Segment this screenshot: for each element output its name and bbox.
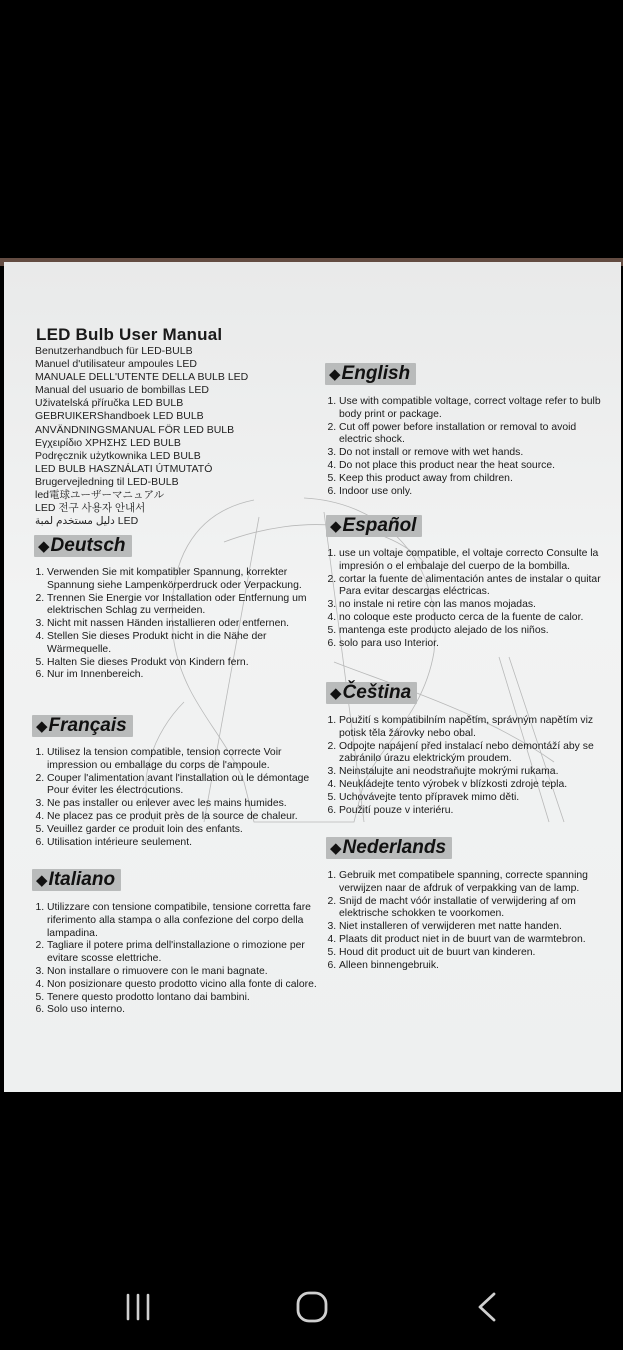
list-item: 6. Použití pouze v interiéru.: [339, 805, 621, 818]
list-item: 5. Tenere questo prodotto lontano dai bambini.: [47, 992, 329, 1005]
list-item: 6. solo para uso Interior.: [339, 638, 621, 651]
list-item: 5. Houd dit product uit de buurt van kinderen.: [339, 947, 621, 960]
list-item: 1. Utilizzare con tensione compatibile, tensione corretta fare riferimento alla stampa o alla confezione del corpo della lampadina.: [47, 902, 329, 940]
subtitle-de: Benutzerhandbuch für LED-BULB: [35, 345, 193, 357]
heading-espanol-label: Español: [342, 515, 417, 536]
list-item: 6. Indoor use only.: [339, 486, 604, 499]
list-item: 6. Nur im Innenbereich.: [47, 669, 327, 682]
list-espanol: [323, 548, 621, 650]
heading-deutsch-label: Deutsch: [50, 535, 126, 556]
home-icon[interactable]: [294, 1289, 330, 1325]
heading-english-label: English: [341, 363, 411, 384]
diamond-icon: ◆: [330, 840, 342, 857]
list-item: 4. no coloque este producto cerca de la fuente de calor.: [339, 612, 621, 625]
list-item: 4. Plaats dit product niet in de buurt van de warmtebron.: [339, 934, 621, 947]
list-english: [323, 396, 604, 498]
list-item: 4. Neukládejte tento výrobek v blízkosti zdroje tepla.: [339, 779, 621, 792]
subtitle-nl: GEBRUIKERShandboek LED BULB: [35, 410, 204, 423]
list-item: 5. Halten Sie dieses Produkt von Kindern fern.: [47, 657, 327, 670]
subtitle-ja: led電球ユーザーマニュアル: [35, 489, 165, 502]
manual-page: [4, 262, 621, 1092]
list-item: 1. use un voltaje compatible, el voltaje correcto Consulte la impresión o el embalaje del cuerpo de la bombilla.: [339, 548, 621, 574]
list-item: 1. Gebruik met compatibele spanning, correcte spanning verwijzen naar de afdruk of verpakking van de lamp.: [339, 870, 621, 896]
heading-francais-label: Français: [48, 715, 127, 736]
subtitle-el: Εγχειρίδιο ΧΡΗΣΗΣ LED BULB: [35, 436, 181, 449]
subtitle-cs: Uživatelská příručka LED BULB: [35, 397, 184, 410]
subtitle-pl: Podręcznik użytkownika LED BULB: [35, 449, 201, 462]
manual-subtitles: [35, 345, 305, 528]
diamond-icon: ◆: [329, 366, 341, 383]
heading-deutsch: [34, 535, 132, 557]
list-item: 2. Odpojte napájení před instalací nebo demontáží aby se zabránilo úrazu elektrickým proudem.: [339, 741, 621, 767]
subtitle-hu: LED BULB HASZNÁLATI ÚTMUTATÓ: [35, 462, 213, 475]
list-francais: [31, 747, 332, 849]
heading-espanol: [326, 515, 422, 537]
list-item: 3. Niet installeren of verwijderen met natte handen.: [339, 921, 621, 934]
list-item: 3. Neinstalujte ani neodstraňujte mokrými rukama.: [339, 766, 621, 779]
heading-nederlands: [326, 837, 452, 859]
list-item: 1. Použití s kompatibilním napětím, správným napětím viz potisk těla žárovky nebo obal.: [339, 715, 621, 741]
list-cestina: [323, 715, 621, 817]
recent-apps-icon[interactable]: [122, 1291, 154, 1323]
list-item: 5. Veuillez garder ce produit loin des enfants.: [47, 824, 332, 837]
heading-nederlands-label: Nederlands: [342, 837, 447, 858]
subtitle-es: Manual del usuario de bombillas LED: [35, 384, 209, 397]
list-item: 6. Alleen binnengebruik.: [339, 960, 621, 973]
subtitle-da: Brugervejledning til LED-BULB: [35, 475, 179, 488]
list-item: 4. Non posizionare questo prodotto vicino alla fonte di calore.: [47, 979, 329, 992]
list-item: 3. Ne pas installer ou enlever avec les mains humides.: [47, 798, 332, 811]
subtitle-it: MANUALE DELL'UTENTE DELLA BULB LED: [35, 371, 249, 384]
list-item: 5. mantenga este producto alejado de los niños.: [339, 625, 621, 638]
list-item: 4. Ne placez pas ce produit près de la source de chaleur.: [47, 811, 332, 824]
list-item: 5. Keep this product away from children.: [339, 473, 604, 486]
list-item: 5. Uchovávejte tento přípravek mimo děti.: [339, 792, 621, 805]
heading-italiano-label: Italiano: [48, 869, 116, 890]
heading-cestina-label: Čeština: [342, 682, 412, 703]
diamond-icon: ◆: [38, 538, 50, 555]
list-item: 1. Verwenden Sie mit kompatibler Spannung, korrekter Spannung siehe Lampenkörperdruck oder Verpackung.: [47, 567, 327, 593]
list-item: 4. Do not place this product near the heat source.: [339, 460, 604, 473]
list-item: 3. Non installare o rimuovere con le mani bagnate.: [47, 966, 329, 979]
list-item: 6. Solo uso interno.: [47, 1004, 329, 1017]
list-item: 2. Couper l'alimentation avant l'installation ou le démontage Pour éviter les électrocutions.: [47, 773, 332, 799]
list-item: 2. Snijd de macht vóór installatie of verwijdering af om elektrische schokken te voorkomen.: [339, 896, 621, 922]
subtitle-ar: دليل مستخدم لمبة LED: [35, 515, 139, 528]
list-item: 2. Trennen Sie Energie vor Installation oder Entfernung um elektrischen Schlag zu vermeiden.: [47, 593, 327, 619]
list-item: 4. Stellen Sie dieses Produkt nicht in die Nähe der Wärmequelle.: [47, 631, 327, 657]
list-item: 2. Cut off power before installation or removal to avoid electric shock.: [339, 422, 604, 448]
list-item: 1. Utilisez la tension compatible, tension correcte Voir impression ou emballage du corps de l'ampoule.: [47, 747, 332, 773]
heading-francais: [32, 715, 133, 737]
heading-italiano: [32, 869, 121, 891]
list-item: 6. Utilisation intérieure seulement.: [47, 837, 332, 850]
list-item: 2. Tagliare il potere prima dell'installazione o rimozione per evitare scosse elettriche.: [47, 940, 329, 966]
list-deutsch: [31, 567, 327, 682]
subtitle-ko: LED 전구 사용자 안내서: [35, 502, 146, 515]
list-item: 3. no instale ni retire con las manos mojadas.: [339, 599, 621, 612]
system-navigation-bar: [0, 1250, 623, 1350]
back-icon[interactable]: [474, 1291, 502, 1323]
diamond-icon: ◆: [330, 685, 342, 702]
heading-english: [325, 363, 416, 385]
diamond-icon: ◆: [36, 872, 48, 889]
subtitle-sv: ANVÄNDNINGSMANUAL FÖR LED BULB: [35, 423, 235, 436]
subtitle-fr: Manuel d'utilisateur ampoules LED: [35, 358, 197, 371]
list-item: 1. Use with compatible voltage, correct voltage refer to bulb body print or package.: [339, 396, 604, 422]
list-item: 3. Nicht mit nassen Händen installieren oder entfernen.: [47, 618, 327, 631]
list-item: 2. cortar la fuente de alimentación antes de instalar o quitar Para evitar descargas eléctricas.: [339, 574, 621, 600]
heading-cestina: [326, 682, 417, 704]
diamond-icon: ◆: [330, 518, 342, 535]
list-nederlands: [323, 870, 621, 972]
manual-title: LED Bulb User Manual: [36, 325, 223, 344]
list-item: 3. Do not install or remove with wet hands.: [339, 447, 604, 460]
diamond-icon: ◆: [36, 718, 48, 735]
list-italiano: [31, 902, 329, 1017]
